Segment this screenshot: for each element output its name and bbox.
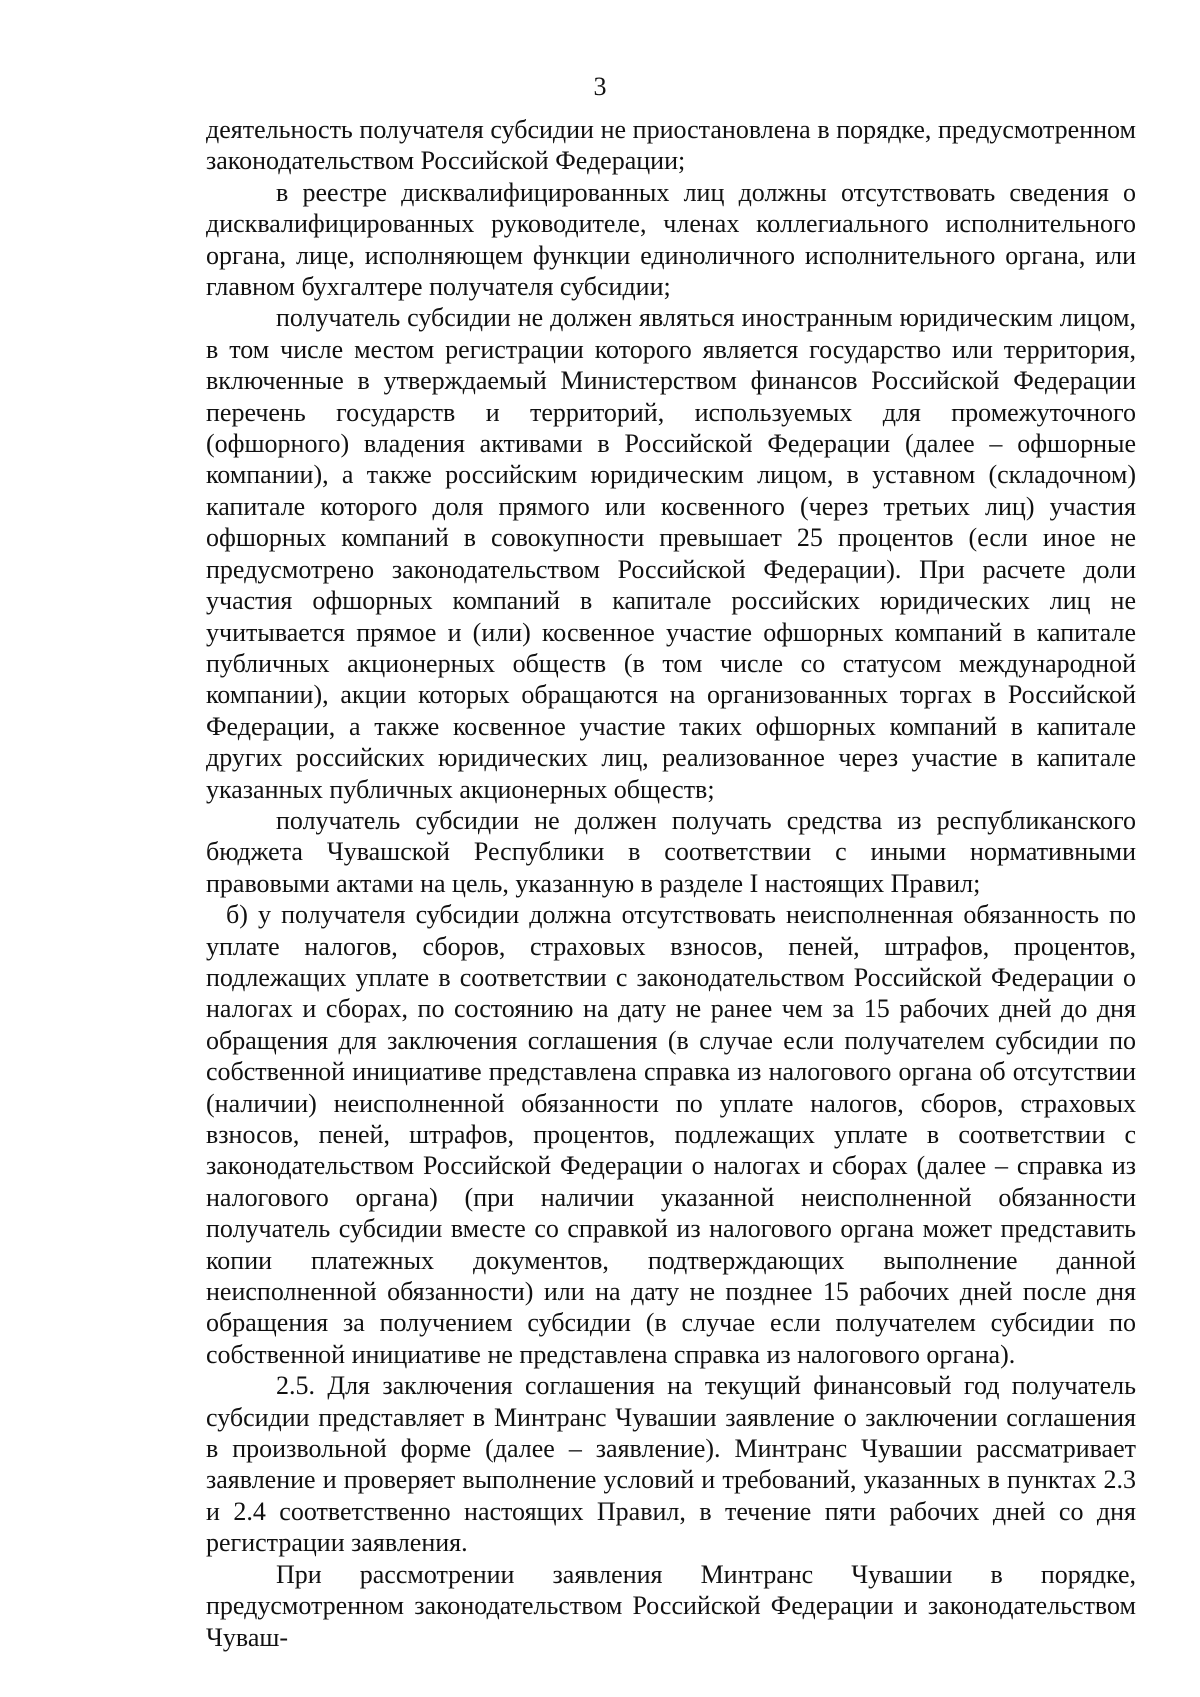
paragraph-2-5-application: 2.5. Для заключения соглашения на текущий финансовый год получатель субсидии представляет в Минтранс Чувашии заявление о заключении соглашения в произвольной форме (далее – заявление). Минтранс Чувашии рассматривает заявление и проверяет выполнение условий и требований, указанных в пунктах 2.3 и 2.4 соответственно настоящих Правил, в течение пяти рабочих дней со дня регистрации заявления. — [206, 1371, 1136, 1558]
paragraph-activity-not-suspended: деятельность получателя субсидии не приостановлена в порядке, предусмотренном законодательством Российской Федерации; — [206, 115, 1136, 176]
page-number: 3 — [593, 72, 607, 101]
paragraph-application-review: При рассмотрении заявления Минтранс Чувашии в порядке, предусмотренном законодательством Российской Федерации и законодательством Чуваш- — [206, 1559, 1136, 1652]
paragraph-no-other-funds: получатель субсидии не должен получать средства из республиканского бюджета Чувашской Республики в соответствии с иными нормативными правовыми актами на цель, указанную в разделе I настоящих Правил; — [206, 805, 1136, 898]
paragraph-disqualified-persons: в реестре дисквалифицированных лиц должны отсутствовать сведения о дисквалифицированных руководителе, членах коллегиального исполнительного органа, лице, исполняющем функции единоличного исполнительного органа, или главном бухгалтере получателя субсидии; — [206, 177, 1136, 302]
paragraph-tax-obligations: б) у получателя субсидии должна отсутствовать неисполненная обязанность по уплате налогов, сборов, страховых взносов, пеней, штрафов, процентов, подлежащих уплате в соответствии с законодательством Российской Федерации о налогах и сборах, по состоянию на дату не ранее чем за 15 рабочих дней до дня обращения для заключения соглашения (в случае если получателем субсидии по собственной инициативе представлена справка из налогового органа об отсутствии (наличии) неисполненной обязанности по уплате налогов, сборов, страховых взносов, пеней, штрафов, процентов, подлежащих уплате в соответствии с законодательством Российской Федерации о налогах и сборах (далее – справка из налогового органа) (при наличии указанной неисполненной обязанности получатель субсидии вместе со справкой из налогового органа может представить копии платежных документов, подтверждающих выполнение данной неисполненной обязанности) или на дату не позднее 15 рабочих дней после дня обращения за получением субсидии (в случае если получателем субсидии по собственной инициативе не представлена справка из налогового органа). — [206, 900, 1136, 1369]
paragraph-offshore-companies: получатель субсидии не должен являться иностранным юридическим лицом, в том числе местом регистрации которого является государство или территория, включенные в утверждаемый Министерством финансов Российской Федерации перечень государств и территорий, используемых для промежуточного (офшорного) владения активами в Российской Федерации (далее – офшорные компании), а также российским юридическим лицом, в уставном (складочном) капитале которого доля прямого или косвенного (через третьих лиц) участия офшорных компаний в совокупности превышает 25 процентов (если иное не предусмотрено законодательством Российской Федерации). При расчете доли участия офшорных компаний в капитале российских юридических лиц не учитывается прямое и (или) косвенное участие офшорных компаний в капитале публичных акционерных обществ (в том числе со статусом международной компании), акции которых обращаются на организованных торгах в Российской Федерации, а также косвенное участие таких офшорных компаний в капитале других российских юридических лиц, реализованное через участие в капитале указанных публичных акционерных обществ; — [206, 303, 1136, 804]
document-body — [206, 114, 1136, 1653]
